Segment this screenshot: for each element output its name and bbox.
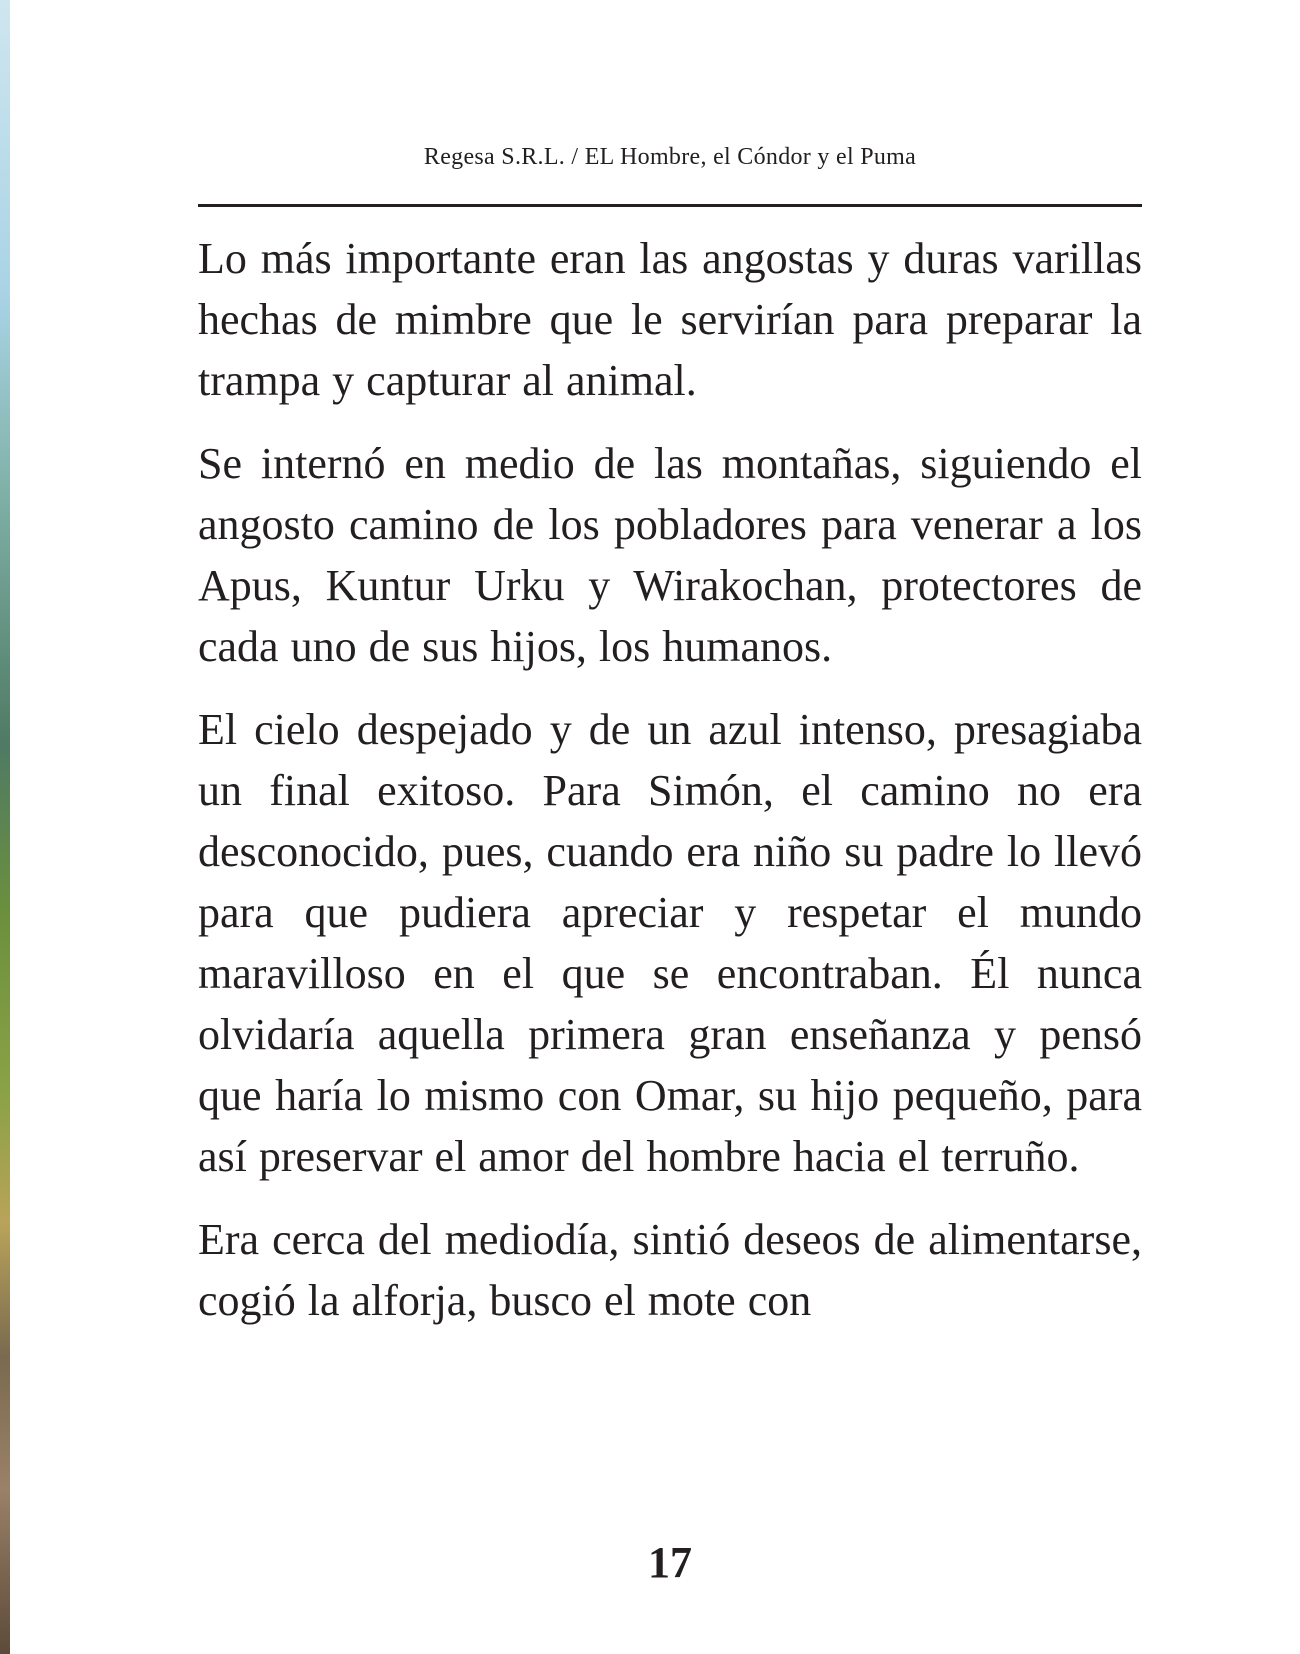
paragraph-3: El cielo despejado y de un azul intenso, presagiaba un final exitoso. Para Simón, el camino no era desconocido, pues, cuando era niño su padre lo llevó para que pudiera apreciar y respetar el mundo maravilloso en el que se encontraban. Él nunca olvidaría aquella primera gran enseñanza y pensó que haría lo mismo con Omar, su hijo pequeño, para así preservar el amor del hombre hacia el terruño.	[198, 705, 1142, 1181]
body-text	[198, 228, 1142, 1353]
page-number: 17	[648, 1538, 692, 1587]
running-header	[198, 144, 1142, 171]
paragraph-1: Lo más importante eran las angostas y duras varillas hechas de mimbre que le servirían para preparar la trampa y capturar al animal.	[198, 234, 1142, 405]
header-book-title: EL Hombre, el Cóndor y el Puma	[584, 144, 917, 170]
header-rule	[198, 204, 1142, 207]
paragraph-4: Era cerca del mediodía, sintió deseos de alimentarse, cogió la alforja, busco el mote con	[198, 1215, 1142, 1325]
header-publisher: Regesa S.R.L. /	[423, 144, 579, 170]
paragraph-2: Se internó en medio de las montañas, siguiendo el angosto camino de los pobladores para venerar a los Apus, Kuntur Urku y Wirakochan, protectores de cada uno de sus hijos, los humanos.	[198, 439, 1142, 671]
book-page	[198, 0, 1142, 1654]
cover-edge-strip	[0, 0, 10, 1654]
